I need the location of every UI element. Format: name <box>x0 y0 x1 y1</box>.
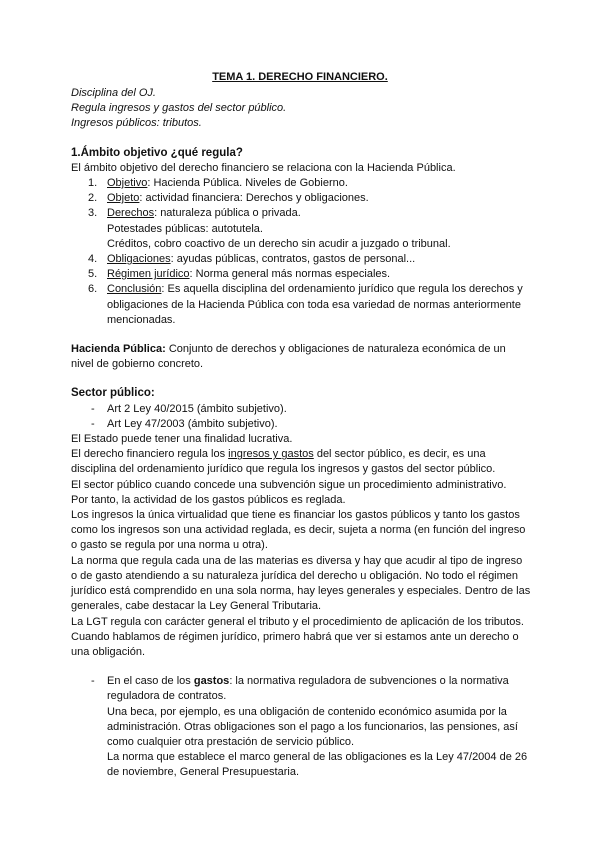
list-term: Régimen jurídico <box>107 268 190 281</box>
list-term: Objeto <box>107 192 140 205</box>
hacienda-definition: Hacienda Pública: Conjunto de derechos y obligaciones de naturaleza económica de un nivel de gobierno concreto. <box>71 343 506 371</box>
sector-dash-list <box>71 402 531 432</box>
list-item: 2. Objeto: actividad financiera: Derechos y obligaciones. <box>88 192 369 205</box>
document-title: TEMA 1. DERECHO FINANCIERO. <box>212 71 388 83</box>
intro-line: Regula ingresos y gastos del sector público. <box>71 102 287 115</box>
paragraph: El derecho financiero regula los ingresos y gastos del sector público, es decir, es una disciplina del ordenamiento jurídico que regula los ingresos y gastos del sector público. <box>71 448 496 476</box>
ambito-list <box>71 176 531 328</box>
hacienda-term: Hacienda Pública: <box>71 343 166 356</box>
list-item: 1. Objetivo: Hacienda Pública. Niveles de Gobierno. <box>88 177 348 190</box>
paragraph: El sector público cuando concede una subvención sigue un procedimiento administrativo. <box>71 478 507 491</box>
gastos-list <box>71 674 531 780</box>
paragraph: La norma que regula cada una de las materias es diversa y hay que acudir al tipo de ingreso o de gasto atendiendo a su naturaleza jurídica del derecho u obligación. No todo el régimen jurídico está comprendido en una sola norma, hay leyes generales y especiales. Dentro de las generales, cabe destacar la Ley General Tributaria. <box>71 554 531 613</box>
list-item: - En el caso de los gastos: la normativa reguladora de subvenciones o la normativa reguladora de contratos. Una beca, por ejemplo, es una obligación de contenido económico asumida por la administración. Otras obligaciones son el pago a los funcionarios, las pensiones, así como cualquier otra prestación de servicio público. La norma que establece el marco general de las obligaciones es la Ley 47/2004 de 26 de noviembre, General Presupuestaria. <box>91 675 528 779</box>
list-item: 6. Conclusión: Es aquella disciplina del ordenamiento jurídico que regula los derechos y obligaciones de la Hacienda Pública con toda esa variedad de normas anteriormente mencionadas. <box>88 283 523 326</box>
list-item: 3. Derechos: naturaleza pública o privada. Potestades públicas: autotutela. Créditos, cobro coactivo de un derecho sin acudir a juzgado o tribunal. <box>88 207 451 250</box>
paragraph: Por tanto, la actividad de los gastos públicos es reglada. <box>71 493 346 506</box>
list-term: Objetivo <box>107 177 148 190</box>
list-item: - Art 2 Ley 40/2015 (ámbito subjetivo). <box>91 402 287 415</box>
paragraph: El Estado puede tener una finalidad lucrativa. <box>71 433 293 446</box>
section-lead: El ámbito objetivo del derecho financiero se relaciona con la Hacienda Pública. <box>71 161 456 174</box>
intro-line: Disciplina del OJ. <box>71 87 156 99</box>
gastos-term: gastos <box>193 675 230 688</box>
document-body <box>71 86 531 781</box>
section-heading-ambito: 1.Ámbito objetivo ¿qué regula? <box>71 146 243 159</box>
list-term: Conclusión <box>107 283 162 296</box>
list-item: - Art Ley 47/2003 (ámbito subjetivo). <box>91 417 278 430</box>
list-item: 5. Régimen jurídico: Norma general más normas especiales. <box>88 268 391 281</box>
list-term: Obligaciones <box>107 253 171 266</box>
paragraph: Cuando hablamos de régimen jurídico, primero habrá que ver si estamos ante un derecho o una obligación. <box>71 630 519 658</box>
paragraph: Los ingresos la única virtualidad que tiene es financiar los gastos públicos y tanto los gastos como los ingresos son una actividad reglada, es decir, sujeta a norma (en función del ingreso o gasto se regula por una norma u otra). <box>71 509 526 552</box>
intro-line: Ingresos públicos: tributos. <box>71 117 202 130</box>
section-heading-sector: Sector público: <box>71 387 155 400</box>
list-term: Derechos <box>107 207 155 220</box>
paragraph: La LGT regula con carácter general el tributo y el procedimiento de aplicación de los tributos. <box>71 615 524 628</box>
list-item: 4. Obligaciones: ayudas públicas, contratos, gastos de personal... <box>88 253 416 266</box>
